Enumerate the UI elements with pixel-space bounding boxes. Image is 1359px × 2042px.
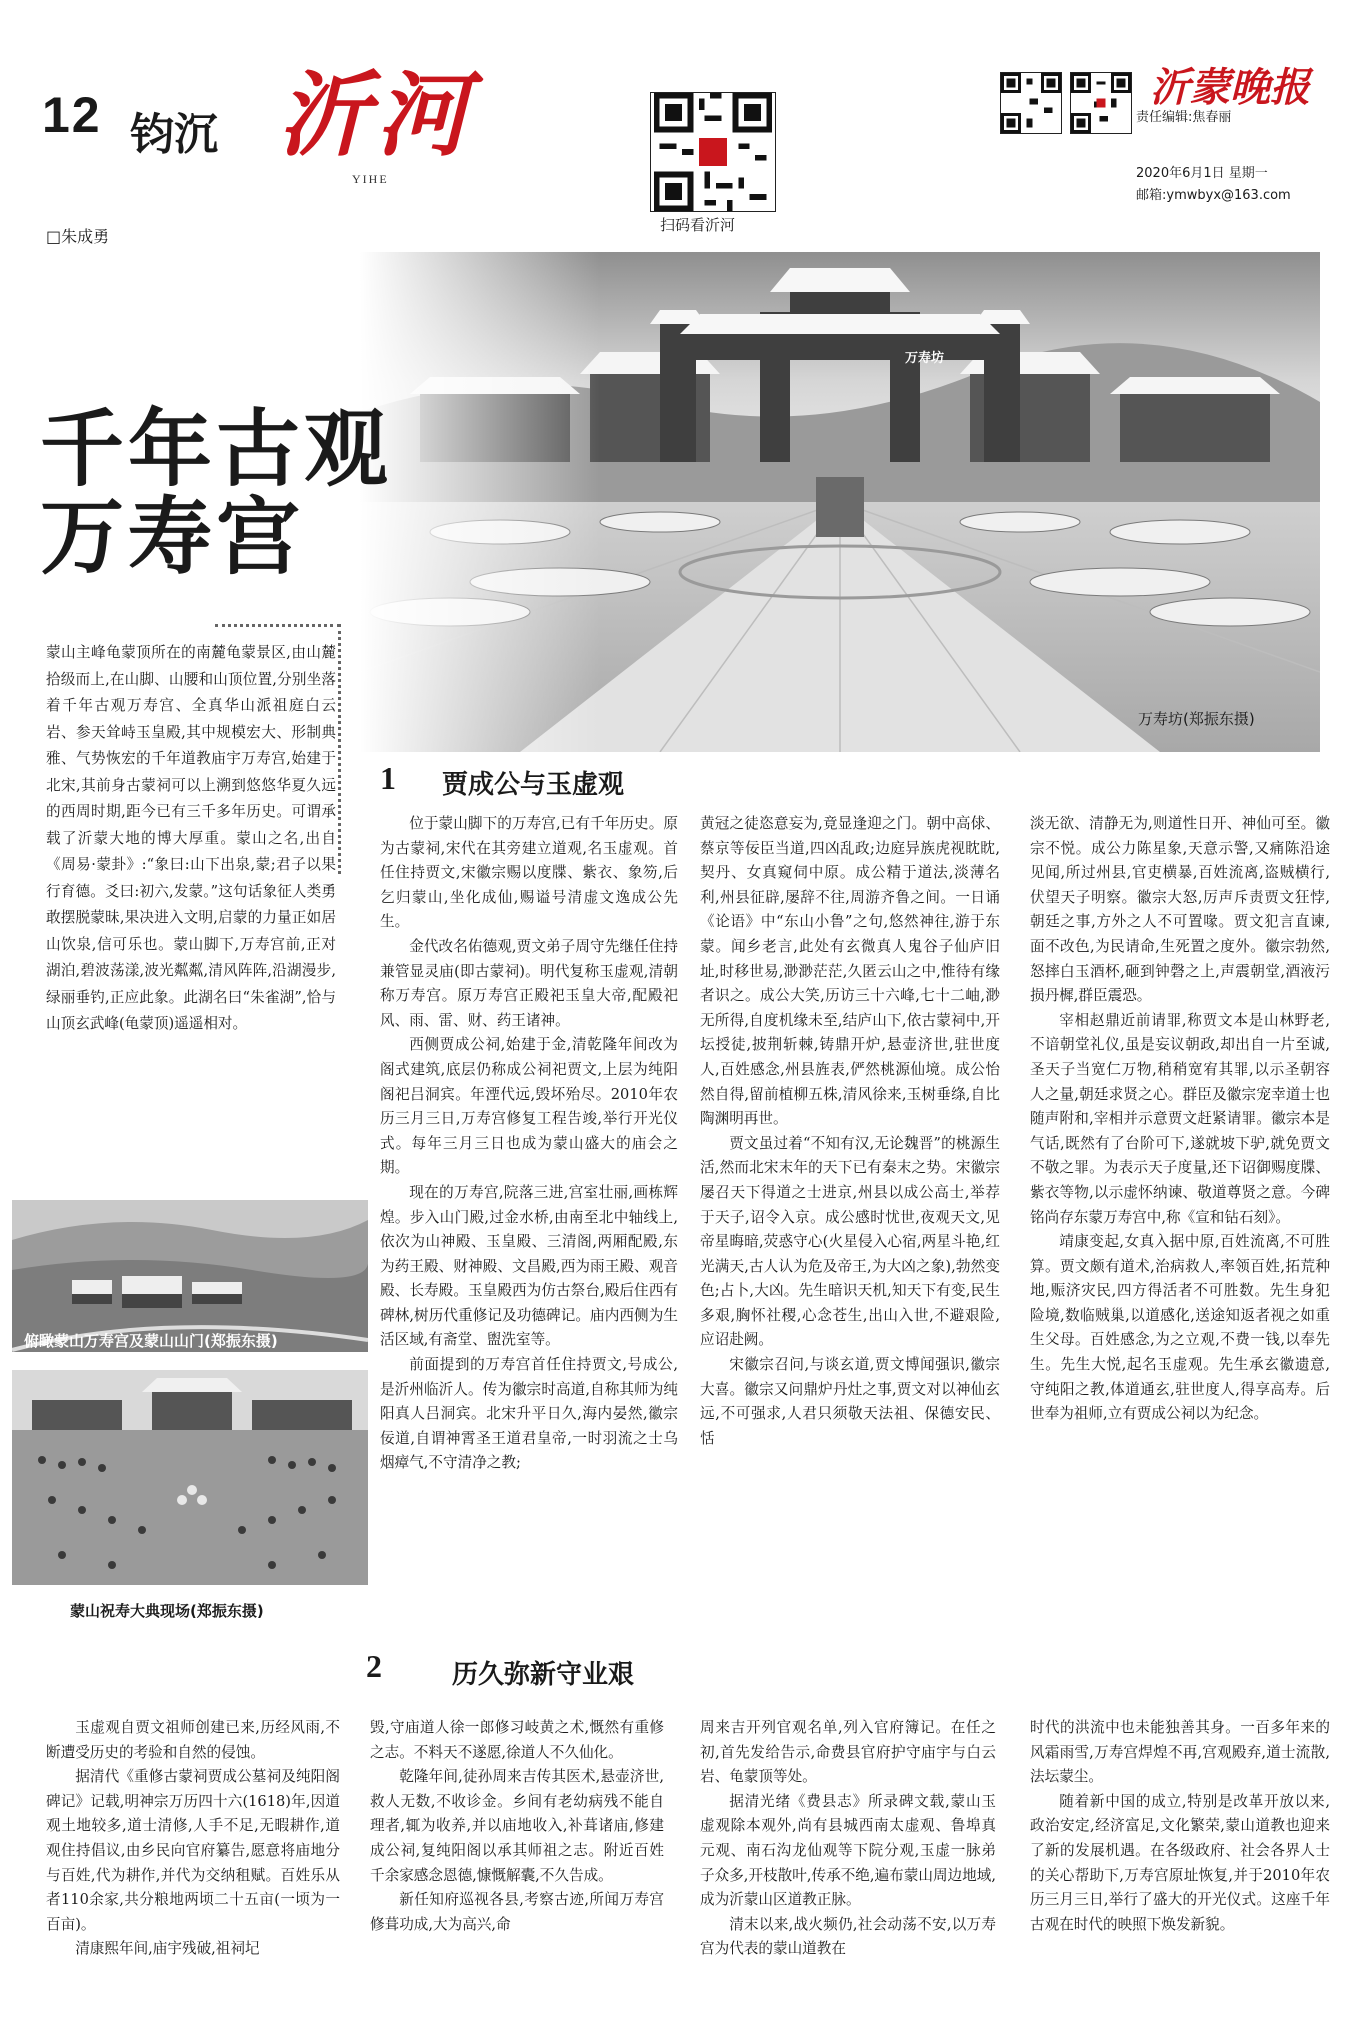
paragraph: 据清代《重修古蒙祠贾成公墓祠及纯阳阁碑记》记载,明神宗万历四十六(1618)年,因道观土地较多,道士清修,人手不足,无暇耕作,道观住持倡议,由乡民向官府纂告,愿意将庙地分与百姓,代为耕作,并代为交纳租赋。百姓乐从者110余家,共分粮地两顷二十五亩(一顷为一百亩)。: [46, 1768, 340, 1933]
paragraph: 乾隆年间,徒孙周来吉传其医术,悬壶济世,救人无数,不收诊金。乡间有老幼病残不能自理者,辄为收养,并以庙地收入,补葺诸庙,修建成公祠,复纯阳阁以承其师祖之志。附近百姓千余家感念恩德,慷慨解囊,不久告成。: [370, 1768, 664, 1884]
page-number: 12: [42, 87, 102, 143]
paragraph: 淡无欲、清静无为,则道性日开、神仙可至。徽宗不悦。成公力陈星象,天意示警,又痛陈沿途见闻,所过州县,官吏横暴,百姓流离,盗贼横行,伏望天子明察。徽宗大怒,厉声斥责贾文狂悖,朝廷之事,方外之人不可置喙。贾文犯言直谏,面不改色,为民请命,生死置之度外。徽宗勃然,怒摔白玉酒杯,砸到钟磬之上,声震朝堂,酒液污损丹樨,群臣震恐。: [1030, 815, 1330, 1005]
intro-text: 蒙山主峰龟蒙顶所在的南麓龟蒙景区,由山麓拾级而上,在山脚、山腰和山顶位置,分别坐落着千年古观万寿宫、全真华山派祖庭白云岩、参天耸峙玉皇殿,其中规模宏大、形制典雅、气势恢宏的千年道教庙宇万寿宫,始建于北宋,其前身古蒙祠可以上溯到悠悠华夏久远的西周时期,距今已有三千多年历史。可谓承载了沂蒙大地的博大厚重。蒙山之名,出自《周易·蒙卦》:“象曰:山下出泉,蒙;君子以果行育德。爻曰:初六,发蒙。”这句话象征人类勇敢摆脱蒙昧,果决进入文明,启蒙的力量正如居山饮泉,信可乐也。蒙山脚下,万寿宫前,正对湖泊,碧波荡漾,波光粼粼,清风阵阵,沿湖漫步,绿丽垂钓,正应此象。此湖名曰“朱雀湖”,恰与山顶玄武峰(龟蒙顶)遥遥相对。: [46, 644, 336, 1032]
paragraph: 据清光绪《费县志》所录碑文载,蒙山玉虚观除本观外,尚有县城西南太虚观、鲁埠真元观、南石沟龙仙观等下院分观,玉虚一脉弟子众多,开枝散叶,传承不绝,遍布蒙山周边地域,成为沂蒙山区道教正脉。: [700, 1792, 996, 1909]
paragraph: 靖康变起,女真入据中原,百姓流离,不可胜算。贾文颇有道术,治病救人,率领百姓,拓荒种地,赈济灾民,四方得活者不可胜数。先生身犯险境,数临贼巢,以道感化,送途知返者视之如重生父母。百姓感念,为之立观,不费一钱,以奉先生。先生大悦,起名玉虚观。先生承玄徽遗意,守纯阳之教,体道通玄,驻世度人,得享高寿。后世奉为祖师,立有贾成公祠以为纪念。: [1030, 1233, 1330, 1423]
section2-column-1: [46, 1716, 340, 1962]
qr-code-icon: [1070, 72, 1132, 134]
section1-title: 贾成公与玉虚观: [442, 770, 625, 800]
supplement-brand-sub: YIHE: [352, 172, 389, 186]
paragraph: 贾文虽过着“不知有汉,无论魏晋”的桃源生活,然而北宋末年的天下已有秦末之势。宋徽宗屡召天下得道之士进京,州县以成公高士,举荐于天子,诏令入京。成公感时忧世,夜观天文,见帝星晦暗,荧惑守心(火星侵入心宿,两星斗艳,红光满天,古人认为危及帝王,为大凶之象),勃然变色;占卜,大凶。先生暗识天机,知天下有变,民生多艰,胸怀社稷,心念苍生,出山入世,不避艰险,应诏赴阙。: [700, 1134, 1000, 1349]
headline-line1: 千年古观: [40, 399, 393, 498]
paragraph: 黄冠之徒恣意妄为,竟显逢迎之门。朝中高俅、蔡京等佞臣当道,四凶乱政;边庭异族虎视眈眈,契丹、女真窥伺中原。成公精于道法,淡薄名利,州县征辟,屡辞不往,周游齐鲁之间。一日诵《论语》中“东山小鲁”之句,悠然神往,游于东蒙。闻乡老言,此处有玄微真人鬼谷子仙庐旧址,时移世易,渺渺茫茫,久匿云山之中,惟待有缘者识之。成公大笑,历访三十六峰,七十二岫,渺无所得,自度机缘未至,结庐山下,依古蒙祠中,开坛授徒,披荆斩棘,铸鼎开炉,悬壶济世,驻世度人,百姓感念,州县旌表,俨然桃源仙境。成公怡然自得,留前植柳五株,清风徐来,玉树垂绦,自比陶渊明再世。: [700, 815, 1000, 1128]
section2-column-2: [370, 1716, 664, 1937]
paragraph: 玉虚观自贾文祖师创建已来,历经风雨,不断遭受历史的考验和自然的侵蚀。: [46, 1719, 340, 1761]
paragraph: 清康熙年间,庙宇残破,祖祠圮: [75, 1940, 260, 1958]
intro-border: [338, 624, 341, 874]
headline-line2: 万寿宫: [40, 487, 305, 586]
qr-code-icon: [1000, 72, 1062, 134]
qr-code-icon: [650, 92, 776, 212]
ceremony-photo-caption: 蒙山祝寿大典现场(郑振东摄): [70, 1602, 264, 1620]
section-name: 钧沉: [130, 109, 218, 160]
newspaper-brand: 沂蒙晚报: [1150, 64, 1310, 111]
paragraph: 随着新中国的成立,特别是改革开放以来,政治安定,经济富足,文化繁荣,蒙山道教也迎来了新的发展机遇。在各级政府、社会各界人士的关心帮助下,万寿宫原址恢复,并于2010年农历三月三日,举行了盛大的开光仪式。这座千年古观在时代的映照下焕发新貌。: [1030, 1792, 1330, 1933]
author: □朱成勇: [46, 227, 110, 246]
paragraph: 前面提到的万寿宫首任住持贾文,号成公,是沂州临沂人。传为徽宗时高道,自称其师为纯阳真人吕洞宾。北宋升平日久,海内晏然,徽宗佞道,自谓神霄圣王道君皇帝,一时羽流之士乌烟瘴气,不守清净之教;: [380, 1356, 678, 1472]
paragraph: 西侧贾成公祠,始建于金,清乾隆年间改为阁式建筑,底层仍称成公祠祀贾文,上层为纯阳阁祀吕洞宾。年湮代远,毁坏殆尽。2010年农历三月三日,万寿宫修复工程告竣,举行开光仪式。每年三月三日也成为蒙山盛大的庙会之期。: [380, 1036, 678, 1177]
paragraph: 位于蒙山脚下的万寿宫,已有千年历史。原为古蒙祠,宋代在其旁建立道观,名玉虚观。首任住持贾文,宋徽宗赐以度牒、紫衣、象笏,后乞归蒙山,坐化成仙,赐谥号清虚文逸成公先生。: [380, 815, 678, 931]
paragraph: 时代的洪流中也未能独善其身。一百多年来的风霜雨雪,万寿宫焊煌不再,宫观殿弃,道士流散,法坛蒙尘。: [1030, 1719, 1330, 1786]
paragraph: 毁,守庙道人徐一郎修习岐黄之术,慨然有重修之志。不料天不遂愿,徐道人不久仙化。: [370, 1719, 664, 1761]
section1-column-1: [380, 812, 678, 1476]
aerial-photo-caption: 俯瞰蒙山万寿宫及蒙山山门(郑振东摄): [24, 1332, 278, 1350]
paragraph: 清末以来,战火频仍,社会动荡不安,以万寿宫为代表的蒙山道教在: [700, 1915, 996, 1958]
paragraph: 金代改名佑德观,贾文弟子周守先继任住持兼管显灵庙(即古蒙祠)。明代复称玉虚观,清朝称万寿宫。原万寿宫正殿祀玉皇大帝,配殿祀风、雨、雷、财、药王诸神。: [380, 937, 678, 1029]
editor-credit: 责任编辑:焦春丽: [1136, 110, 1232, 125]
intro-border: [215, 624, 340, 627]
contact-email: 邮箱:ymwbyx@163.com: [1136, 188, 1291, 203]
paragraph: 宋徽宗召问,与谈玄道,贾文博闻强识,徽宗大喜。徽宗又问鼎炉丹灶之事,贾文对以神仙玄远,不可强求,人君只须敬天法祖、保德安民、恬: [700, 1356, 1000, 1447]
paragraph: 现在的万寿宫,院落三进,宫室壮丽,画栋辉煌。步入山门殿,过金水桥,由南至北中轴线上,依次为山神殿、玉皇殿、三清阁,两厢配殿,东为药王殿、财神殿、文昌殿,西为雨王殿、观音殿、长寿殿。玉皇殿西为仿古祭台,殿后住西有碑林,树历代重修记及功德碑记。庙内西侧为生活区域,有斋堂、盥洗室等。: [380, 1183, 678, 1349]
section1-column-3: [1030, 812, 1330, 1427]
supplement-brand: 沂河: [278, 61, 475, 169]
section1-column-2: [700, 812, 1000, 1451]
ceremony-photo: [12, 1370, 368, 1585]
paragraph: 宰相赵鼎近前请罪,称贾文本是山林野老,不谙朝堂礼仪,虽是妄议朝政,却出自一片至诚,圣天子当宽仁万物,稍稍宽宥其罪,以示圣朝容人之量,朝廷求贤之心。群臣及徽宗宠幸道士也随声附和,宰相并示意贾文赶紧请罪。徽宗本是气话,既然有了台阶可下,遂就坡下驴,就免贾文不敬之罪。为表示天子度量,还下诏御赐度牒、紫衣等物,以示虚怀纳谏、敬道尊贤之意。今碑铭尚存东蒙万寿宫中,称《宣和钻石刻》。: [1030, 1011, 1330, 1226]
gate-plaque-text: 万寿坊: [905, 351, 945, 366]
hero-photo: [360, 252, 1320, 752]
section2-number: 2: [366, 1648, 382, 1684]
section1-number: 1: [380, 760, 396, 796]
publication-date: 2020年6月1日 星期一: [1136, 166, 1268, 181]
section2-title: 历久弥新守业艰: [452, 1660, 635, 1690]
qr-caption: 扫码看沂河: [660, 216, 736, 234]
paragraph: 新任知府巡视各县,考察古迹,所闻万寿宫修葺功成,大为高兴,命: [370, 1891, 664, 1933]
section2-column-3: [700, 1716, 996, 1962]
hero-photo-caption: 万寿坊(郑振东摄): [1138, 710, 1255, 728]
paragraph: 周来吉开列官观名单,列入官府簿记。在任之初,首先发给告示,命费县官府护守庙宇与白云岩、龟蒙顶等处。: [700, 1719, 996, 1786]
section2-column-4: [1030, 1716, 1330, 1937]
